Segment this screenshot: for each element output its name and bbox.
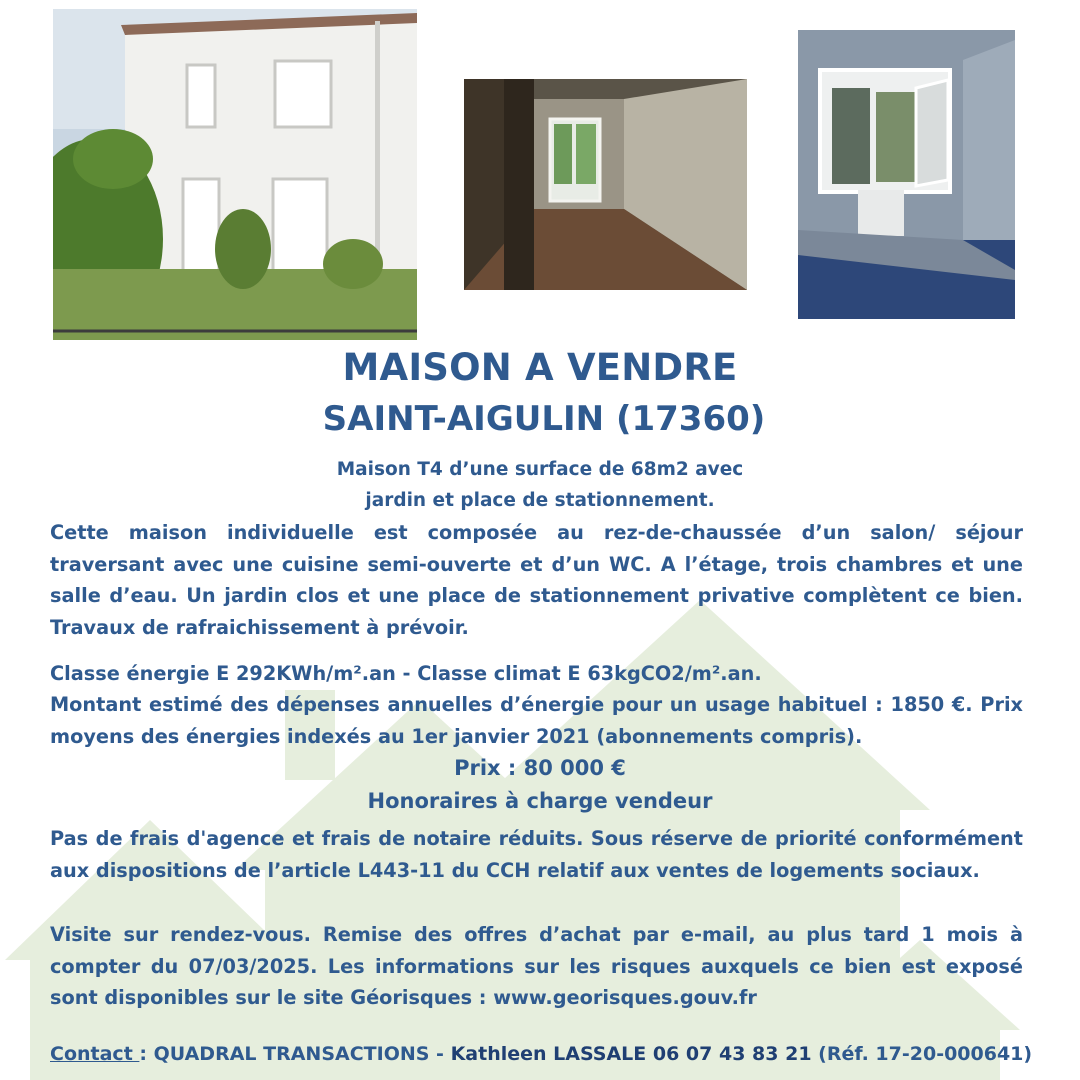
description-paragraph: Cette maison individuelle est composée au rez-de-chaussée d’un salon/ séjour traversant avec une cuisine semi-ouverte et d’un WC. A l’étage, trois chambres et une salle d’eau. Un jardin clos et une place de stationnement privative complètent ce bien. Travaux de rafraichissement à prévoir. [50, 521, 1023, 639]
subtitle-line-2: jardin et place de stationnement. [365, 490, 715, 511]
contact-line [50, 1043, 1032, 1065]
contact-reference: (Réf. 17-20-000641) [811, 1043, 1033, 1065]
page-title: MAISON A VENDRE [342, 346, 738, 389]
energy-class-line: Classe énergie E 292KWh/m².an - Classe climat E 63kgCO2/m².an. [50, 662, 762, 685]
contact-label: Contact [50, 1043, 140, 1065]
energy-cost-paragraph: Montant estimé des dépenses annuelles d’énergie pour un usage habituel : 1850 €. Prix moyens des énergies indexés au 1er janvier 2021 (abonnements compris). [50, 693, 1023, 748]
contact-colon: : [139, 1043, 154, 1065]
contact-agency: QUADRAL TRANSACTIONS - [153, 1043, 451, 1065]
location-heading: SAINT-AIGULIN (17360) [322, 399, 766, 439]
living-room-photo [464, 79, 747, 290]
bedroom-photo [798, 30, 1015, 319]
contact-name-phone: Kathleen LASSALE 06 07 43 83 21 [450, 1043, 812, 1065]
fees-note: Honoraires à charge vendeur [367, 789, 713, 813]
subtitle-line-1: Maison T4 d’une surface de 68m2 avec [336, 459, 744, 480]
house-exterior-photo [53, 9, 417, 340]
conditions-paragraph: Pas de frais d'agence et frais de notaire réduits. Sous réserve de priorité conformément aux dispositions de l’article L443-11 du CCH relatif aux ventes de logements sociaux. [50, 827, 1023, 882]
visit-paragraph: Visite sur rendez-vous. Remise des offres d’achat par e-mail, au plus tard 1 mois à compter du 07/03/2025. Les informations sur les risques auxquels ce bien est exposé sont disponibles sur le site Géorisques : www.georisques.gouv.fr [50, 923, 1023, 1009]
price: Prix : 80 000 € [454, 756, 626, 780]
